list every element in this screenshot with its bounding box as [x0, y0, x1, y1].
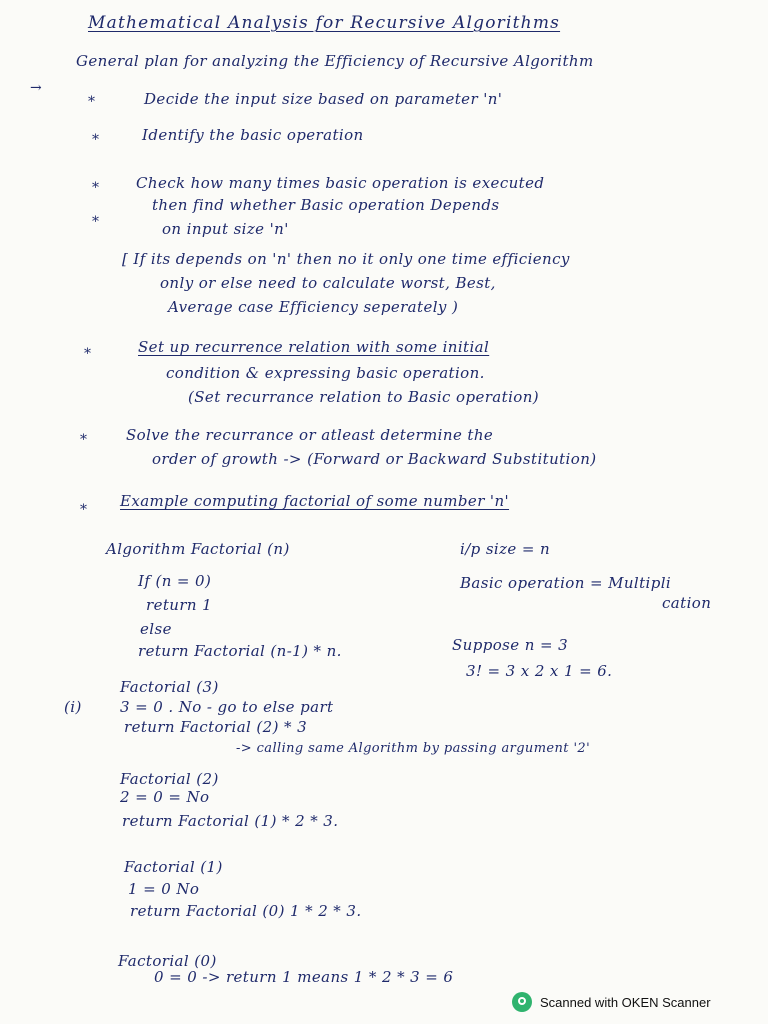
- trace-check-2: 2 = 0 = No: [120, 788, 210, 806]
- trace-call-1: Factorial (1): [124, 858, 223, 876]
- trace-check-1: 1 = 0 No: [128, 880, 200, 898]
- plan-note-line-3: Average case Efficiency seperately ): [168, 298, 459, 316]
- algorithm-line: If (n = 0): [138, 572, 212, 590]
- algorithm-header: Algorithm Factorial (n): [106, 540, 290, 558]
- plan-item-recurrence-note: (Set recurrance relation to Basic operation): [188, 388, 540, 406]
- plan-item-input-size-depends: on input size 'n': [162, 220, 289, 238]
- scanner-logo-icon: [512, 992, 532, 1012]
- bullet-marker: *: [88, 94, 95, 110]
- plan-item-input-size: Decide the input size based on parameter 'n': [144, 90, 503, 108]
- algorithm-line: return Factorial (n-1) * n.: [138, 642, 342, 660]
- intro-line: General plan for analyzing the Efficiency of Recursive Algorithm: [76, 52, 594, 70]
- suppose-note: Suppose n = 3: [452, 636, 569, 654]
- arrow-margin-icon: →: [30, 80, 42, 96]
- algorithm-line: else: [140, 620, 172, 638]
- trace-return-3: return Factorial (2) * 3: [124, 718, 308, 736]
- input-size-note: i/p size = n: [460, 540, 551, 558]
- plan-item-basic-operation: Identify the basic operation: [142, 126, 364, 144]
- bullet-marker: *: [80, 502, 87, 518]
- bullet-marker: *: [92, 180, 99, 196]
- trace-return-1: return Factorial (0) 1 * 2 * 3.: [130, 902, 362, 920]
- bullet-marker: *: [84, 346, 91, 362]
- trace-note-3: -> calling same Algorithm by passing argument '2': [236, 741, 591, 756]
- trace-label: (i): [64, 698, 82, 716]
- trace-check-3: 3 = 0 . No - go to else part: [120, 698, 334, 716]
- trace-call-0: Factorial (0): [118, 952, 217, 970]
- basic-operation-note: Basic operation = Multipli: [460, 574, 672, 592]
- plan-item-order-growth: order of growth -> (Forward or Backward Substitution): [152, 450, 597, 468]
- trace-return-2: return Factorial (1) * 2 * 3.: [122, 812, 339, 830]
- bullet-marker: *: [80, 432, 87, 448]
- plan-item-solve: Solve the recurrance or atleast determine the: [126, 426, 494, 444]
- plan-item-recurrence: Set up recurrence relation with some initial: [138, 338, 490, 356]
- page-title: Mathematical Analysis for Recursive Algorithms: [88, 13, 561, 33]
- bullet-marker: *: [92, 132, 99, 148]
- algorithm-line: return 1: [146, 596, 213, 614]
- scanner-footer: [512, 988, 768, 1016]
- bullet-marker: *: [92, 214, 99, 230]
- plan-note-line-2: only or else need to calculate worst, Best,: [160, 274, 496, 292]
- trace-call-2: Factorial (2): [120, 770, 219, 788]
- plan-item-check-count: Check how many times basic operation is executed: [136, 174, 545, 192]
- trace-check-0: 0 = 0 -> return 1 means 1 * 2 * 3 = 6: [154, 968, 454, 986]
- factorial-result: 3! = 3 x 2 x 1 = 6.: [466, 662, 613, 680]
- plan-item-example: Example computing factorial of some number 'n': [120, 492, 510, 510]
- trace-call-3: Factorial (3): [120, 678, 219, 696]
- plan-note-line-1: [ If its depends on 'n' then no it only one time efficiency: [122, 250, 570, 268]
- plan-item-recurrence-cont: condition & expressing basic operation.: [166, 364, 485, 382]
- scanner-watermark-text: Scanned with OKEN Scanner: [540, 994, 711, 1010]
- basic-operation-note-cont: cation: [662, 594, 712, 612]
- plan-item-depends-line: then find whether Basic operation Depends: [152, 196, 500, 214]
